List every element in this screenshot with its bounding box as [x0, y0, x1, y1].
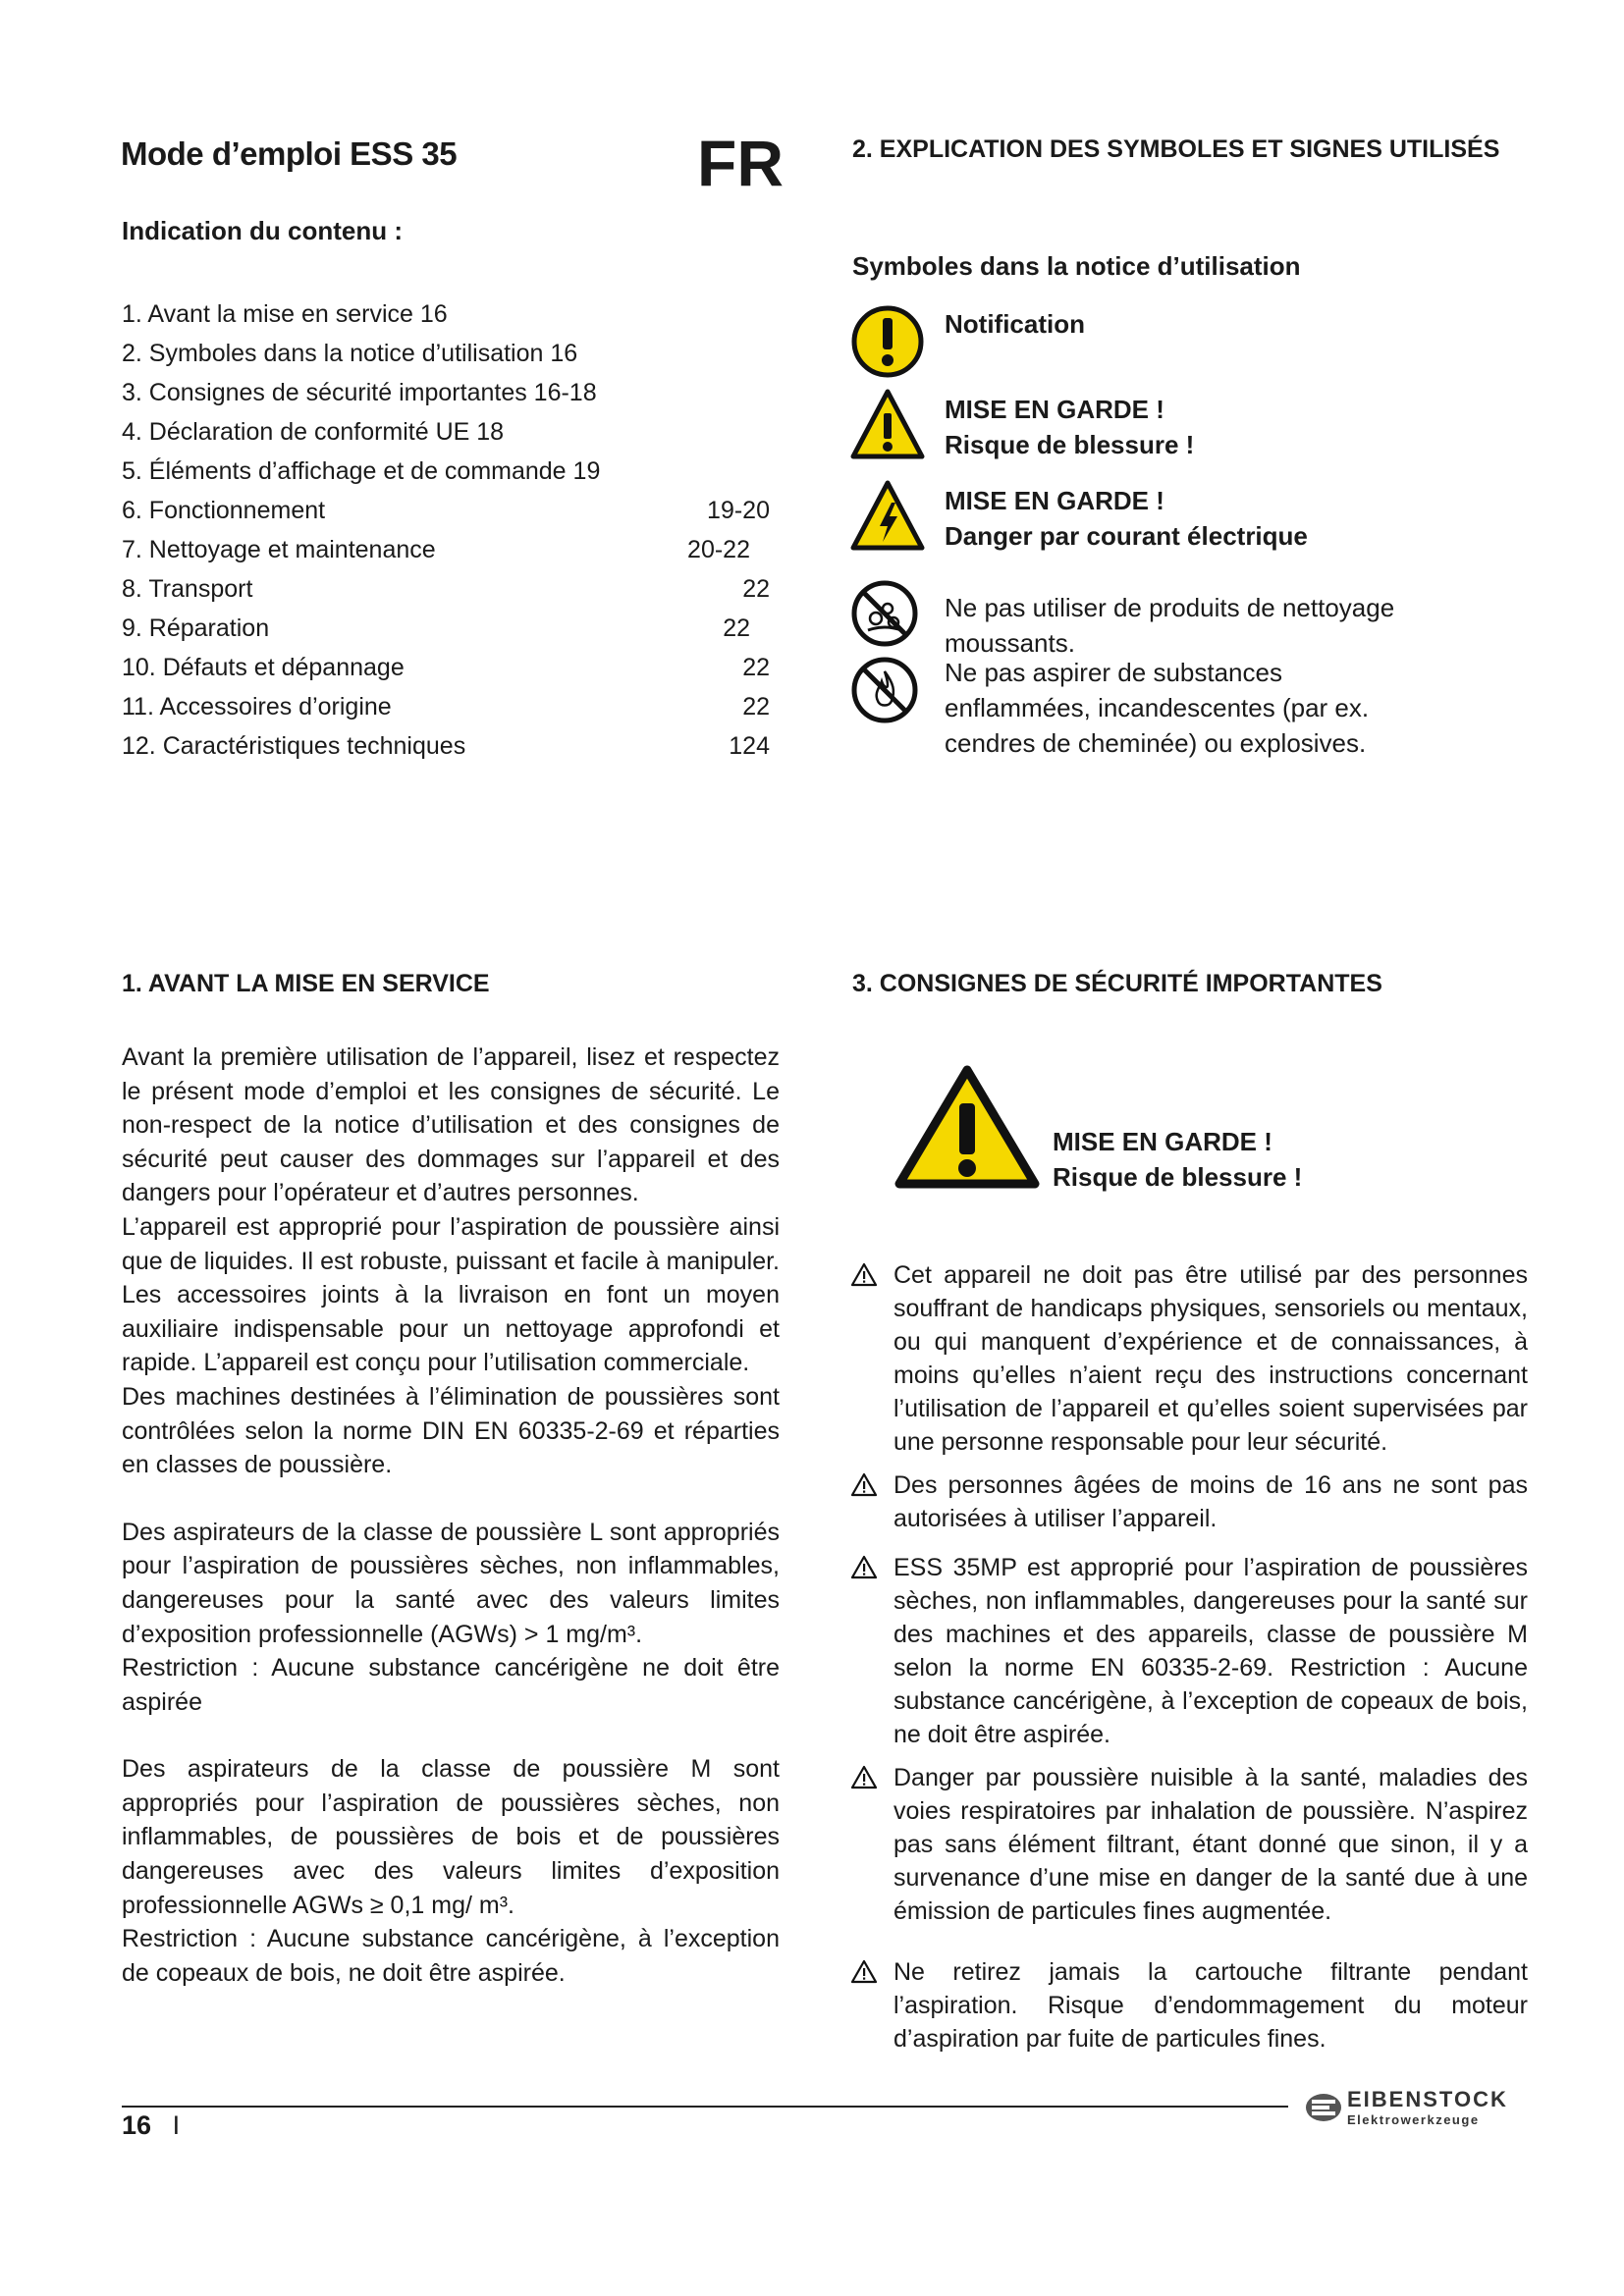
- toc-item: [122, 294, 770, 334]
- toc-item: [122, 530, 770, 569]
- section1-paragraph: Des machines destinées à l’élimination de poussières sont contrôlées selon la norme DIN EN 60335-2-69 et réparties en classes de poussière.: [122, 1382, 780, 1479]
- toc-item-label: 11. Accessoires d’origine: [122, 693, 392, 721]
- symbol-label: MISE EN GARDE !: [945, 395, 1164, 424]
- page-separator: I: [172, 2110, 181, 2140]
- toc-item: [122, 373, 770, 412]
- toc-item-label: 9. Réparation: [122, 614, 270, 642]
- section1-paragraph: Avant la première utilisation de l’appareil, lisez et respectez le présent mode d’emploi et les consignes de sécurité. Le non-respect de la notice d’utilisation et des consignes de sécurité peut causer des dommages sur l’appareil et des dangers pour l’opérateur et d’autres personnes.: [122, 1043, 780, 1207]
- table-of-contents: [122, 294, 770, 766]
- toc-item: [122, 687, 770, 726]
- brand-name: EIBENSTOCK: [1347, 2087, 1508, 2111]
- section1-paragraph: Des aspirateurs de la classe de poussière M sont appropriés pour l’aspiration de poussières sèches, non inflammables, de poussières de bois et de poussières dangereuses avec des valeurs limites d’exposition professionnelle AGWs ≥ 0,1 mg/ m³.: [122, 1755, 780, 1919]
- toc-item: [122, 491, 770, 530]
- section3-warning-banner: [893, 1062, 1041, 1195]
- warning-small-icon: [850, 1472, 878, 1497]
- safety-item-text: Cet appareil ne doit pas être utilisé par des personnes souffrant de handicaps physiques, sensoriels ou mentaux, ou qui manquent d’expérience et de connaissances, à moins qu’elles n’aient reçu des instructions concernant l’utilisation de l’appareil et qu’elles soient supervisées par une personne responsable pour leur sécurité.: [893, 1261, 1528, 1456]
- safety-item-text: Ne retirez jamais la cartouche filtrante pendant l’aspiration. Risque d’endommagement du moteur d’aspiration par fuite de particules fines.: [893, 1958, 1528, 2053]
- toc-item-label: 8. Transport: [122, 575, 253, 603]
- warning-injury-icon: [850, 388, 925, 460]
- warning-large-icon: [893, 1062, 1041, 1190]
- brand-subtitle: Elektrowerkzeuge: [1347, 2112, 1480, 2127]
- safety-item: [850, 1468, 1528, 1535]
- toc-item: [122, 609, 770, 648]
- section1-paragraph: Restriction : Aucune substance cancérigène ne doit être aspirée: [122, 1654, 780, 1716]
- toc-item: [122, 452, 770, 491]
- section3-banner-text: [1053, 1124, 1302, 1195]
- warning-electric-icon: [850, 479, 925, 552]
- toc-item-label: 7. Nettoyage et maintenance: [122, 536, 436, 563]
- footer-rule: [122, 2106, 1288, 2108]
- toc-item-label: 1. Avant la mise en service 16: [122, 300, 448, 328]
- toc-item-label: 4. Déclaration de conformité UE 18: [122, 418, 505, 446]
- section1-body: [122, 1041, 780, 1990]
- symbols-heading: 2. EXPLICATION DES SYMBOLES ET SIGNES UTILISÉS: [852, 135, 1500, 163]
- safety-item: [850, 1761, 1528, 1928]
- toc-item-label: 10. Défauts et dépannage: [122, 654, 405, 681]
- symbol-label: Ne pas aspirer de substances enflammées, incandescentes (par ex. cendres de cheminée) ou explosives.: [945, 658, 1370, 758]
- toc-item-label: 2. Symboles dans la notice d’utilisation 16: [122, 340, 578, 367]
- section1-paragraph: Restriction : Aucune substance cancérigène, à l’exception de copeaux de bois, ne doit être aspirée.: [122, 1925, 780, 1987]
- section1-paragraph: L’appareil est approprié pour l’aspiration de poussière ainsi que de liquides. Il est robuste, puissant et facile à manipuler. Les accessoires joints à la livraison en font un moyen auxiliaire indispensable pour un nettoyage approfondi et rapide. L’appareil est conçu pour l’utilisation commerciale.: [122, 1212, 780, 1377]
- warning-small-icon: [850, 1262, 878, 1287]
- symbols-subheading: Symboles dans la notice d’utilisation: [852, 251, 1301, 281]
- toc-item-page: 22: [723, 614, 750, 642]
- toc-item: [122, 412, 770, 452]
- toc-item-label: 6. Fonctionnement: [122, 497, 326, 524]
- brand-logo-icon: [1304, 2091, 1343, 2124]
- language-code: FR: [697, 127, 784, 199]
- symbol-label-2: Danger par courant électrique: [945, 521, 1308, 551]
- toc-item-page: 20-22: [687, 536, 750, 563]
- brand-logo: [1304, 2083, 1510, 2128]
- section1-heading: 1. AVANT LA MISE EN SERVICE: [122, 970, 490, 997]
- banner-line: Risque de blessure !: [1053, 1162, 1303, 1192]
- warning-small-icon: [850, 1959, 878, 1984]
- symbol-label-2: Risque de blessure !: [945, 430, 1195, 459]
- toc-item-label: 5. Éléments d’affichage et de commande 19: [122, 457, 601, 485]
- toc-item-page: 22: [742, 654, 770, 681]
- warning-small-icon: [850, 1555, 878, 1579]
- page-number-value: 16: [122, 2110, 152, 2140]
- section3-heading: 3. CONSIGNES DE SÉCURITÉ IMPORTANTES: [852, 970, 1382, 997]
- page-title: Mode d’emploi ESS 35: [121, 135, 458, 172]
- toc-item-page: 22: [742, 575, 770, 603]
- symbol-label: MISE EN GARDE !: [945, 486, 1164, 515]
- safety-item: [850, 1551, 1528, 1751]
- safety-item: [850, 1955, 1528, 2056]
- symbol-label: Notification: [945, 309, 1085, 339]
- toc-item-label: 3. Consignes de sécurité importantes 16-18: [122, 379, 597, 406]
- warning-small-icon: [850, 1765, 878, 1789]
- toc-item-page: 19-20: [707, 497, 770, 524]
- toc-item: [122, 569, 770, 609]
- notification-icon: [850, 304, 925, 379]
- toc-item-label: 12. Caractéristiques techniques: [122, 732, 466, 760]
- toc-item-page: 22: [742, 693, 770, 721]
- banner-line: MISE EN GARDE !: [1053, 1127, 1272, 1156]
- page-number: [122, 2110, 180, 2141]
- no-flammable-icon: [850, 656, 919, 724]
- safety-item-text: Des personnes âgées de moins de 16 ans ne sont pas autorisées à utiliser l’appareil.: [893, 1471, 1528, 1532]
- toc-item-page: 124: [729, 732, 770, 760]
- no-foam-cleaner-icon: [850, 579, 919, 648]
- toc-heading: Indication du contenu :: [122, 216, 403, 245]
- safety-item: [850, 1258, 1528, 1459]
- section1-paragraph: Des aspirateurs de la classe de poussière L sont appropriés pour l’aspiration de poussières sèches, non inflammables, dangereuses pour la santé avec des valeurs limites d’exposition professionnelle (AGWs) > 1 mg/m³.: [122, 1518, 780, 1648]
- safety-item-text: ESS 35MP est approprié pour l’aspiration de poussières sèches, non inflammables, dangereuses pour la santé sur des machines et des appareils, classe de poussière M selon la norme EN 60335-2-69. Restriction : Aucune substance cancérigène, à l’exception de copeaux de bois, ne doit être aspirée.: [893, 1554, 1528, 1748]
- toc-item: [122, 726, 770, 766]
- toc-item: [122, 334, 770, 373]
- toc-item: [122, 648, 770, 687]
- safety-item-text: Danger par poussière nuisible à la santé, maladies des voies respiratoires par inhalation de poussière. N’aspirez pas sans élément filtrant, étant donné que sinon, il y a survenance d’une mise en danger de la santé due à une émission de particules fines augmentée.: [893, 1764, 1528, 1925]
- symbol-label: Ne pas utiliser de produits de nettoyage moussants.: [945, 593, 1395, 658]
